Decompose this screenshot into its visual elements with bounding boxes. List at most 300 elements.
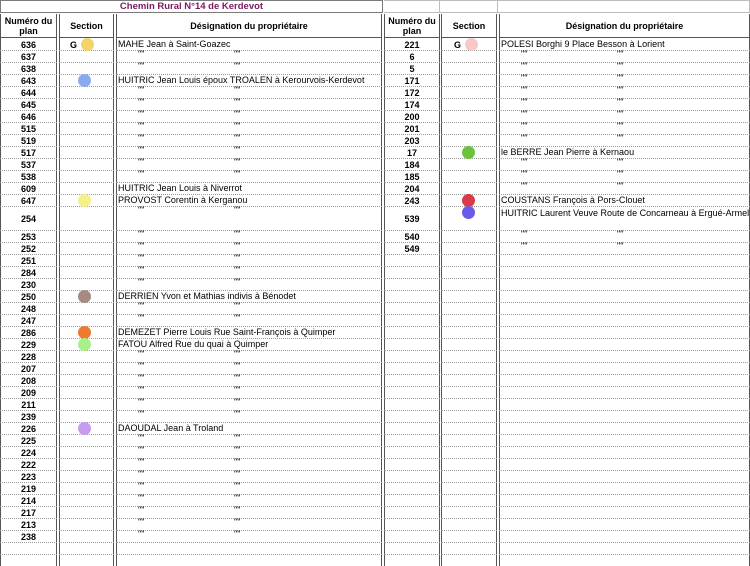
ditto-marks	[499, 63, 750, 75]
ditto-marks	[499, 159, 750, 171]
section-cell	[441, 99, 497, 111]
section-cell	[59, 399, 114, 411]
ditto-mark: ""	[138, 457, 145, 467]
ditto-mark: ""	[234, 409, 241, 419]
plan-number: 637	[0, 51, 57, 63]
ditto-marks	[116, 111, 382, 123]
empty-cell	[59, 543, 114, 555]
ditto-mark: ""	[234, 505, 241, 515]
empty-cell	[441, 519, 497, 531]
section-cell	[59, 171, 114, 183]
empty-cell	[499, 531, 750, 543]
ditto-mark: ""	[234, 85, 241, 95]
plan-number: 223	[0, 471, 57, 483]
ditto-mark: ""	[138, 517, 145, 527]
plan-number: 644	[0, 87, 57, 99]
ditto-mark: ""	[617, 85, 624, 95]
color-marker-icon	[78, 290, 91, 303]
ditto-mark: ""	[234, 133, 241, 143]
ditto-mark: ""	[138, 121, 145, 131]
ditto-mark: ""	[234, 313, 241, 323]
section-cell	[59, 255, 114, 267]
section-cell	[59, 387, 114, 399]
ditto-mark: ""	[138, 433, 145, 443]
ditto-marks	[499, 243, 750, 255]
ditto-marks	[116, 87, 382, 99]
section-cell	[59, 327, 114, 339]
ditto-mark: ""	[138, 469, 145, 479]
ditto-marks	[116, 411, 382, 423]
ditto-mark: ""	[617, 109, 624, 119]
color-marker-icon	[78, 194, 91, 207]
empty-cell	[384, 435, 440, 447]
empty-cell	[384, 327, 440, 339]
owner-name: HUITRIC Jean Louis à Niverrot	[116, 183, 382, 195]
ditto-mark: ""	[234, 481, 241, 491]
ditto-mark: ""	[234, 253, 241, 263]
section-cell	[59, 519, 114, 531]
empty-cell	[441, 351, 497, 363]
plan-number: 540	[384, 231, 440, 243]
plan-number: 200	[384, 111, 440, 123]
plan-number: 209	[0, 387, 57, 399]
plan-number: 515	[0, 123, 57, 135]
empty-cell	[499, 459, 750, 471]
empty-cell	[499, 267, 750, 279]
empty-cell	[441, 447, 497, 459]
ditto-marks	[116, 471, 382, 483]
ditto-marks	[116, 483, 382, 495]
section-cell	[59, 39, 114, 51]
color-marker-icon	[81, 38, 94, 51]
empty-cell	[384, 471, 440, 483]
plan-number: 238	[0, 531, 57, 543]
ditto-mark: ""	[234, 157, 241, 167]
section-cell	[59, 303, 114, 315]
empty-cell	[499, 303, 750, 315]
empty-cell	[441, 471, 497, 483]
ditto-mark: ""	[521, 241, 528, 251]
ditto-marks	[116, 459, 382, 471]
ditto-mark: ""	[138, 481, 145, 491]
empty-cell	[499, 351, 750, 363]
plan-number: 185	[384, 171, 440, 183]
ditto-mark: ""	[234, 397, 241, 407]
empty-cell	[384, 315, 440, 327]
empty-cell	[499, 339, 750, 351]
section-cell	[441, 171, 497, 183]
ditto-marks	[116, 315, 382, 327]
empty-cell	[499, 291, 750, 303]
ditto-mark: ""	[521, 133, 528, 143]
section-cell	[59, 195, 114, 207]
ditto-mark: ""	[234, 169, 241, 179]
empty-cell	[441, 363, 497, 375]
ditto-mark: ""	[138, 97, 145, 107]
ditto-marks	[499, 231, 750, 243]
plan-number: 172	[384, 87, 440, 99]
ditto-marks	[116, 123, 382, 135]
empty-cell	[441, 387, 497, 399]
section-cell	[59, 135, 114, 147]
empty-cell	[499, 399, 750, 411]
ditto-marks	[116, 243, 382, 255]
owner-name: DERRIEN Yvon et Mathias indivis à Bénodet	[116, 291, 382, 303]
ditto-marks	[499, 123, 750, 135]
empty-cell	[441, 339, 497, 351]
ditto-marks	[116, 231, 382, 243]
section-cell	[59, 495, 114, 507]
owner-name: HUITRIC Jean Louis époux TROALEN à Kerourvois-Kerdevot	[116, 75, 382, 87]
ditto-marks	[499, 51, 750, 63]
ditto-mark: ""	[138, 169, 145, 179]
empty-cell	[499, 495, 750, 507]
ditto-mark: ""	[138, 205, 145, 215]
ditto-marks	[116, 303, 382, 315]
ditto-marks	[499, 111, 750, 123]
section-cell	[59, 375, 114, 387]
color-marker-icon	[465, 38, 478, 51]
ditto-marks	[116, 171, 382, 183]
header-designation-right: Désignation du propriétaire	[499, 14, 750, 38]
owner-name: le BERRE Jean Pierre à Kernaou	[499, 147, 750, 159]
ditto-mark: ""	[138, 409, 145, 419]
empty-cell	[384, 411, 440, 423]
plan-number: 203	[384, 135, 440, 147]
ditto-mark: ""	[521, 229, 528, 239]
ditto-mark: ""	[234, 361, 241, 371]
ditto-mark: ""	[234, 529, 241, 539]
section-cell	[59, 243, 114, 255]
ditto-mark: ""	[617, 133, 624, 143]
ditto-mark: ""	[521, 157, 528, 167]
plan-number: 284	[0, 267, 57, 279]
section-cell	[59, 459, 114, 471]
ditto-marks	[499, 75, 750, 87]
empty-cell	[384, 351, 440, 363]
ditto-mark: ""	[617, 241, 624, 251]
ditto-mark: ""	[617, 169, 624, 179]
section-cell	[59, 183, 114, 195]
ditto-mark: ""	[234, 457, 241, 467]
ditto-marks	[116, 255, 382, 267]
section-cell	[59, 471, 114, 483]
empty-cell	[384, 267, 440, 279]
ditto-marks	[116, 531, 382, 543]
plan-number: 6	[384, 51, 440, 63]
empty-cell	[384, 399, 440, 411]
plan-number: 519	[0, 135, 57, 147]
empty-cell	[384, 507, 440, 519]
ditto-mark: ""	[234, 445, 241, 455]
empty-cell	[384, 543, 440, 555]
empty-cell	[441, 291, 497, 303]
ditto-mark: ""	[234, 109, 241, 119]
ditto-mark: ""	[234, 121, 241, 131]
plan-number: 247	[0, 315, 57, 327]
owner-name: DAOUDAL Jean à Troland	[116, 423, 382, 435]
ditto-mark: ""	[617, 121, 624, 131]
owner-name: COUSTANS François à Pors-Clouet	[499, 195, 750, 207]
plan-number: 250	[0, 291, 57, 303]
section-letter: G	[70, 40, 78, 50]
plan-number: 243	[384, 195, 440, 207]
ditto-mark: ""	[138, 253, 145, 263]
empty-cell	[384, 423, 440, 435]
ditto-mark: ""	[521, 61, 528, 71]
ditto-mark: ""	[138, 49, 145, 59]
empty-cell	[441, 423, 497, 435]
header-section-right: Section	[441, 14, 497, 38]
ditto-mark: ""	[234, 373, 241, 383]
ditto-mark: ""	[138, 493, 145, 503]
ditto-marks	[116, 267, 382, 279]
plan-number: 229	[0, 339, 57, 351]
ditto-marks	[116, 507, 382, 519]
color-marker-icon	[78, 338, 91, 351]
ditto-marks	[116, 435, 382, 447]
plan-number: 636	[0, 39, 57, 51]
plan-number: 214	[0, 495, 57, 507]
section-cell	[441, 207, 497, 231]
plan-number: 549	[384, 243, 440, 255]
empty-cell	[384, 483, 440, 495]
empty-cell	[499, 315, 750, 327]
owner-name: MAHE Jean à Saint-Goazec	[116, 39, 382, 51]
header-section-left: Section	[59, 14, 114, 38]
ditto-marks	[116, 147, 382, 159]
plan-number: 254	[0, 207, 57, 231]
empty-cell	[441, 411, 497, 423]
section-cell	[441, 231, 497, 243]
empty-cell	[499, 279, 750, 291]
plan-number: 201	[384, 123, 440, 135]
plan-number: 184	[384, 159, 440, 171]
ditto-mark: ""	[234, 493, 241, 503]
ditto-marks	[116, 63, 382, 75]
section-cell	[59, 315, 114, 327]
ditto-mark: ""	[521, 49, 528, 59]
section-cell	[441, 243, 497, 255]
empty-cell	[499, 363, 750, 375]
empty-cell	[441, 375, 497, 387]
ditto-mark: ""	[138, 277, 145, 287]
ditto-mark: ""	[138, 397, 145, 407]
empty-cell	[441, 483, 497, 495]
ditto-mark: ""	[234, 229, 241, 239]
section-letter: G	[454, 40, 462, 50]
ditto-mark: ""	[617, 97, 624, 107]
ditto-marks	[116, 387, 382, 399]
plan-number: 286	[0, 327, 57, 339]
ditto-mark: ""	[521, 73, 528, 83]
section-cell	[441, 159, 497, 171]
section-cell	[441, 147, 497, 159]
ditto-mark: ""	[234, 517, 241, 527]
section-cell	[441, 39, 497, 51]
ditto-mark: ""	[138, 361, 145, 371]
empty-cell	[441, 435, 497, 447]
section-cell	[59, 99, 114, 111]
section-cell	[441, 51, 497, 63]
plan-number: 230	[0, 279, 57, 291]
empty-cell	[499, 447, 750, 459]
empty-cell	[441, 255, 497, 267]
plan-number: 221	[384, 39, 440, 51]
ditto-mark: ""	[234, 97, 241, 107]
ditto-marks	[499, 87, 750, 99]
ditto-marks	[499, 135, 750, 147]
ditto-marks	[116, 135, 382, 147]
plan-number: 204	[384, 183, 440, 195]
ditto-mark: ""	[138, 505, 145, 515]
owner-name: FATOU Alfred Rue du quai à Quimper	[116, 339, 382, 351]
empty-cell	[441, 303, 497, 315]
plan-number: 252	[0, 243, 57, 255]
ditto-mark: ""	[138, 229, 145, 239]
section-cell	[59, 339, 114, 351]
ditto-mark: ""	[234, 241, 241, 251]
section-cell	[59, 207, 114, 231]
plan-number: 5	[384, 63, 440, 75]
empty-cell	[384, 279, 440, 291]
ditto-mark: ""	[617, 61, 624, 71]
owner-name: POLESI Borghi 9 Place Besson à Lorient	[499, 39, 750, 51]
ditto-mark: ""	[234, 277, 241, 287]
plan-number: 645	[0, 99, 57, 111]
section-cell	[59, 351, 114, 363]
ditto-mark: ""	[521, 97, 528, 107]
empty-cell	[384, 0, 440, 13]
empty-cell	[384, 531, 440, 543]
empty-cell	[499, 543, 750, 555]
plan-number: 217	[0, 507, 57, 519]
section-cell	[59, 75, 114, 87]
owner-name: HUITRIC Laurent Veuve Route de Concarneau à Ergué-Armel	[499, 207, 750, 231]
color-marker-icon	[78, 422, 91, 435]
ditto-marks	[116, 447, 382, 459]
section-cell	[441, 63, 497, 75]
ditto-mark: ""	[138, 313, 145, 323]
ditto-mark: ""	[138, 445, 145, 455]
plan-number: 537	[0, 159, 57, 171]
sheet-title: Chemin Rural N°14 de Kerdevot	[0, 0, 383, 13]
ditto-marks	[116, 99, 382, 111]
empty-cell	[384, 291, 440, 303]
ditto-mark: ""	[138, 85, 145, 95]
ditto-mark: ""	[234, 385, 241, 395]
empty-cell	[384, 255, 440, 267]
header-numero-right: Numéro du plan	[384, 14, 440, 38]
section-cell	[59, 363, 114, 375]
empty-cell	[441, 315, 497, 327]
ditto-mark: ""	[234, 265, 241, 275]
empty-cell	[440, 0, 498, 13]
empty-cell	[384, 375, 440, 387]
ditto-mark: ""	[617, 229, 624, 239]
section-cell	[441, 75, 497, 87]
ditto-mark: ""	[234, 469, 241, 479]
ditto-mark: ""	[138, 109, 145, 119]
plan-number: 609	[0, 183, 57, 195]
section-cell	[59, 63, 114, 75]
ditto-marks	[499, 99, 750, 111]
ditto-mark: ""	[521, 121, 528, 131]
plan-number: 253	[0, 231, 57, 243]
ditto-mark: ""	[138, 157, 145, 167]
empty-cell	[499, 375, 750, 387]
section-cell	[59, 231, 114, 243]
plan-number: 225	[0, 435, 57, 447]
empty-cell	[441, 279, 497, 291]
plan-number: 208	[0, 375, 57, 387]
empty-cell	[441, 495, 497, 507]
ditto-mark: ""	[138, 301, 145, 311]
ditto-mark: ""	[138, 241, 145, 251]
empty-cell	[384, 363, 440, 375]
plan-number: 171	[384, 75, 440, 87]
empty-cell	[441, 267, 497, 279]
empty-cell	[441, 327, 497, 339]
ditto-marks	[116, 159, 382, 171]
ditto-marks	[116, 375, 382, 387]
plan-number: 248	[0, 303, 57, 315]
empty-cell	[499, 327, 750, 339]
ditto-mark: ""	[138, 133, 145, 143]
plan-number: 517	[0, 147, 57, 159]
ditto-mark: ""	[138, 265, 145, 275]
empty-cell	[499, 423, 750, 435]
empty-cell	[384, 495, 440, 507]
ditto-mark: ""	[617, 73, 624, 83]
ditto-marks	[116, 363, 382, 375]
ditto-mark: ""	[138, 349, 145, 359]
ditto-mark: ""	[521, 181, 528, 191]
color-marker-icon	[462, 206, 475, 219]
section-cell	[59, 111, 114, 123]
empty-cell	[499, 483, 750, 495]
empty-cell	[499, 435, 750, 447]
owner-name: DEMEZET Pierre Louis Rue Saint-François à Quimper	[116, 327, 382, 339]
section-cell	[59, 291, 114, 303]
empty-cell	[499, 411, 750, 423]
plan-number: 646	[0, 111, 57, 123]
empty-cell	[441, 459, 497, 471]
color-marker-icon	[78, 74, 91, 87]
section-cell	[59, 447, 114, 459]
section-cell	[59, 411, 114, 423]
empty-cell	[384, 387, 440, 399]
ditto-marks	[116, 351, 382, 363]
section-cell	[59, 279, 114, 291]
ditto-mark: ""	[234, 301, 241, 311]
empty-cell	[499, 507, 750, 519]
section-cell	[59, 51, 114, 63]
plan-number: 251	[0, 255, 57, 267]
plan-number: 647	[0, 195, 57, 207]
plan-number: 539	[384, 207, 440, 231]
section-cell	[59, 423, 114, 435]
section-cell	[59, 123, 114, 135]
empty-cell	[116, 543, 382, 555]
ditto-marks	[116, 519, 382, 531]
empty-cell	[384, 303, 440, 315]
empty-cell	[384, 459, 440, 471]
ditto-marks	[116, 495, 382, 507]
color-marker-icon	[462, 146, 475, 159]
plan-number: 222	[0, 459, 57, 471]
ditto-mark: ""	[617, 49, 624, 59]
